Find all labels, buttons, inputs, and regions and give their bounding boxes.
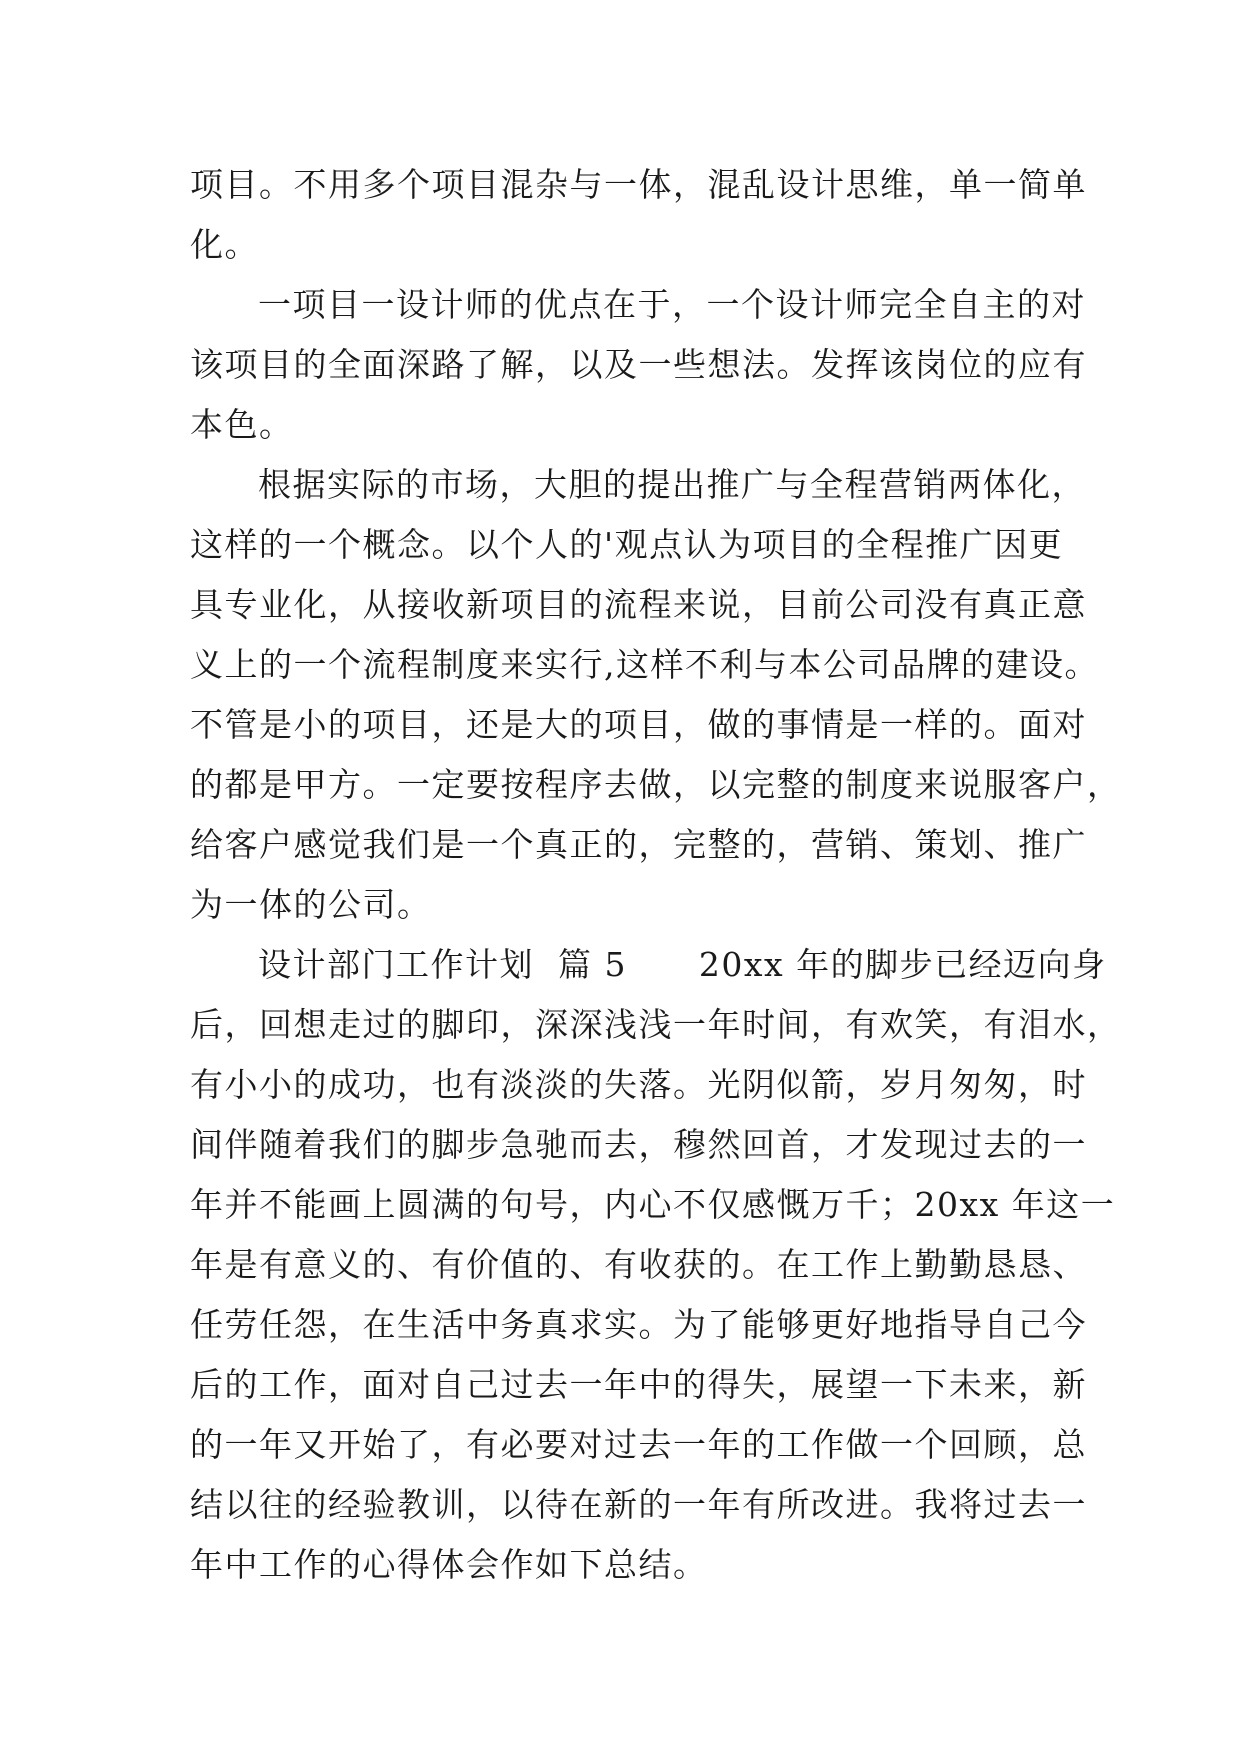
text-line: 该项目的全面深路了解，以及一些想法。发挥该岗位的应有: [190, 345, 1087, 384]
text-line: 这样的一个概念。以个人的'观点认为项目的全程推广因更: [190, 525, 1064, 564]
text-line: 项目。不用多个项目混杂与一体，混乱设计思维，单一简单: [190, 165, 1087, 204]
text-line: 根据实际的市场，大胆的提出推广与全程营销两体化，: [258, 465, 1086, 504]
text-line: 结以往的经验教训，以待在新的一年有所改进。我将过去一: [190, 1485, 1087, 1524]
paragraph-1: [190, 155, 1087, 275]
text-line: 任劳任怨，在生活中务真求实。为了能够更好地指导自己今: [190, 1305, 1087, 1344]
text-line: 年中工作的心得体会作如下总结。: [190, 1545, 708, 1584]
document-body: [190, 155, 1122, 1595]
text-line: 有小小的成功，也有淡淡的失落。光阴似箭，岁月匆匆，时: [190, 1065, 1087, 1104]
paragraph-4: [190, 935, 1122, 1595]
text-line: 间伴随着我们的脚步急驰而去，穆然回首，才发现过去的一: [190, 1125, 1087, 1164]
text-line: 后的工作，面对自己过去一年中的得失，展望一下未来，新: [190, 1365, 1087, 1404]
text-line: 年是有意义的、有价值的、有收获的。在工作上勤勤恳恳、: [190, 1245, 1087, 1284]
text-line: 为一体的公司。: [190, 885, 432, 924]
text-line: 的都是甲方。一定要按程序去做，以完整的制度来说服客户，: [190, 765, 1122, 804]
text-line: 后，回想走过的脚印，深深浅浅一年时间，有欢笑，有泪水，: [190, 1005, 1122, 1044]
text-line: 具专业化，从接收新项目的流程来说，目前公司没有真正意: [190, 585, 1087, 624]
text-line: 的一年又开始了，有必要对过去一年的工作做一个回顾，总: [190, 1425, 1087, 1464]
text-line: 年并不能画上圆满的句号，内心不仅感慨万千；20xx 年这一: [190, 1185, 1116, 1224]
text-line: 本色。: [190, 405, 294, 444]
text-line: 化。: [190, 225, 259, 264]
text-line: 给客户感觉我们是一个真正的，完整的，营销、策划、推广: [190, 825, 1087, 864]
paragraph-2: [190, 275, 1087, 455]
text-line: 一项目一设计师的优点在于，一个设计师完全自主的对: [258, 285, 1086, 324]
text-line: 不管是小的项目，还是大的项目，做的事情是一样的。面对: [190, 705, 1087, 744]
text-line: 义上的一个流程制度来实行,这样不利与本公司品牌的建设。: [190, 645, 1099, 684]
text-line: 设计部门工作计划 篇 5 20xx 年的脚步已经迈向身: [258, 945, 1107, 984]
paragraph-3: [190, 455, 1122, 935]
